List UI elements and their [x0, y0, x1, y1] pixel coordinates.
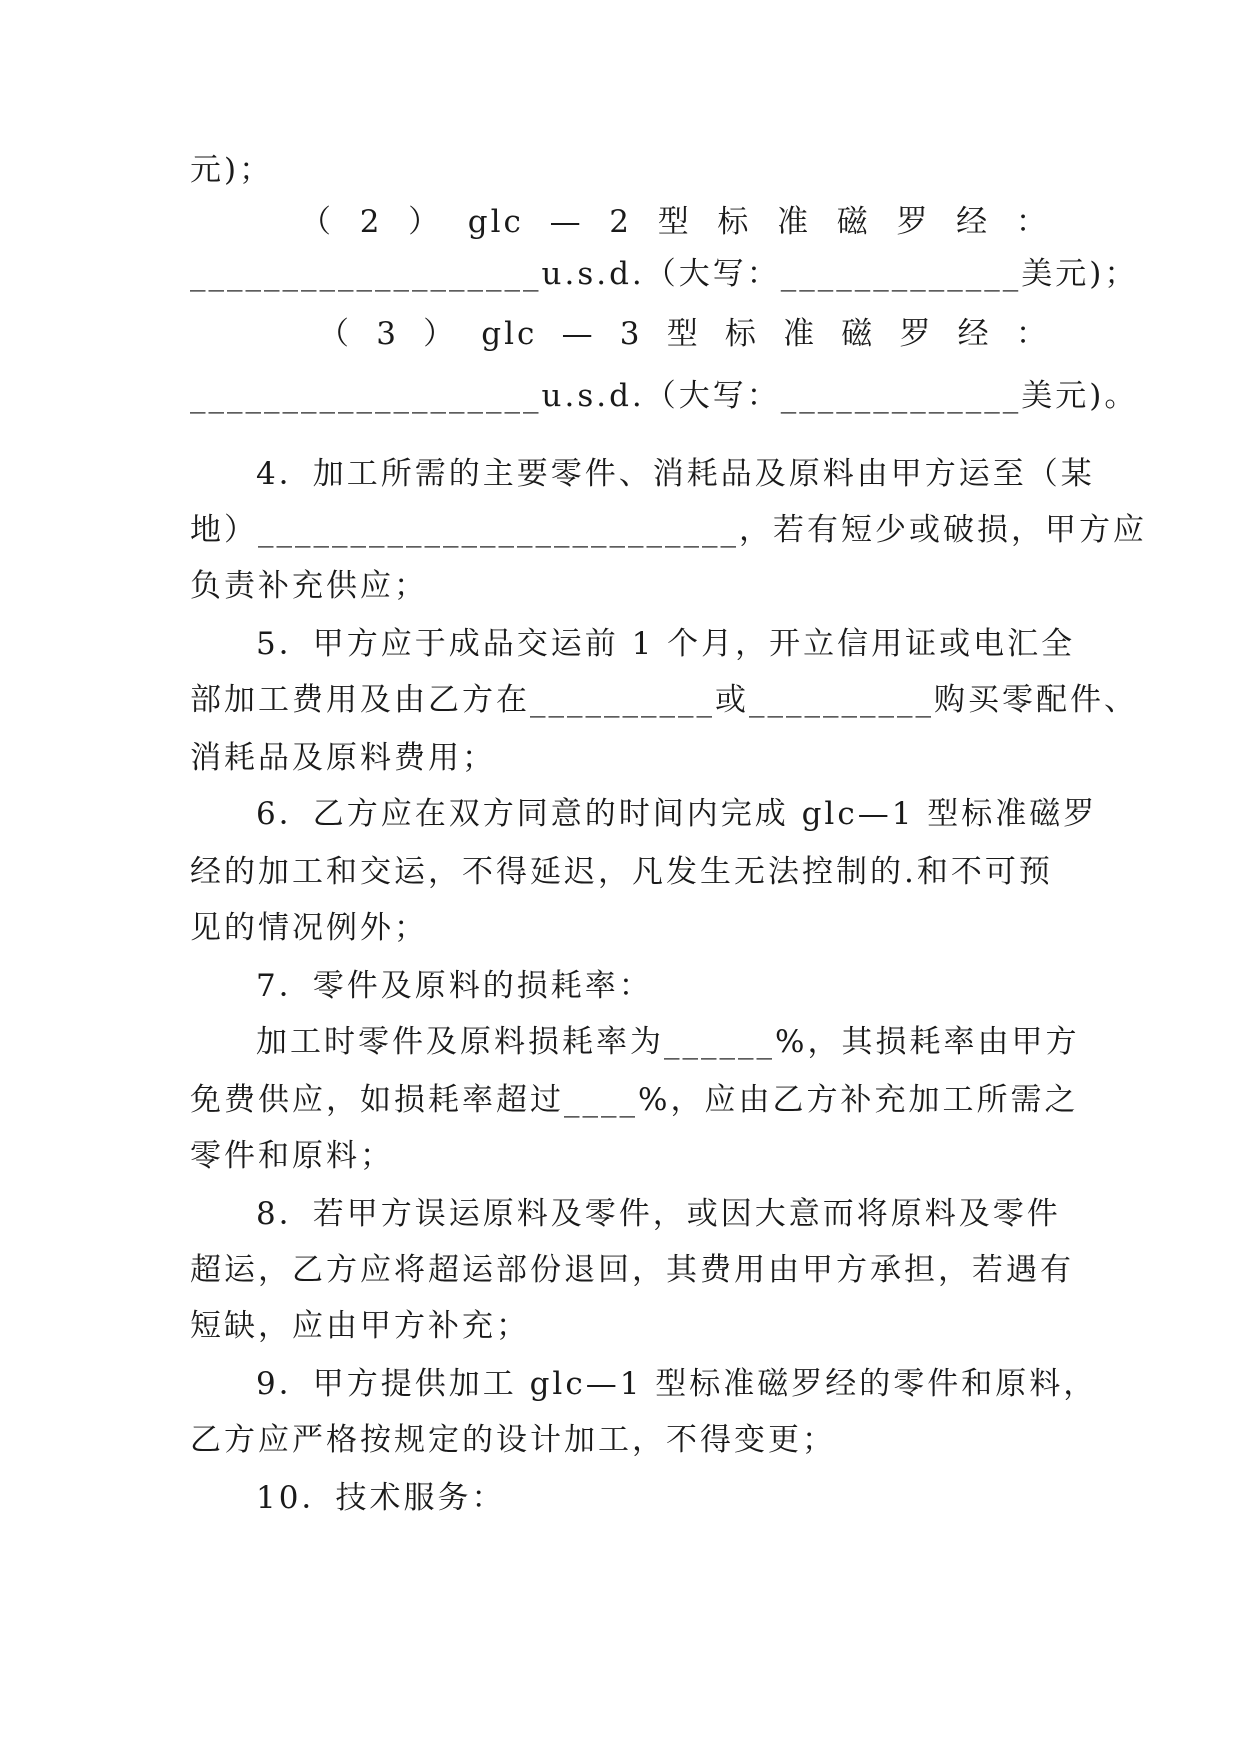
- paragraph-8-line-2: 超运，乙方应将超运部份退回，其费用由甲方承担，若遇有: [190, 1252, 1074, 1288]
- paragraph-8-line-3: 短缺，应由甲方补充；: [190, 1308, 530, 1344]
- text-token: 3: [376, 316, 399, 352]
- paragraph-5-line-1: 5．甲方应于成品交运前 1 个月，开立信用证或电汇全: [256, 626, 1076, 662]
- text-token: ：: [1015, 316, 1050, 352]
- paragraph-6-line-3: 见的情况例外；: [190, 910, 428, 946]
- paragraph-6-line-1: 6．乙方应在双方同意的时间内完成 glc—1 型标准磁罗: [256, 796, 1098, 832]
- text-token: 罗: [896, 204, 931, 240]
- paragraph-10-heading: 10．技术服务：: [256, 1480, 506, 1516]
- text-line: 元)；: [190, 152, 274, 188]
- text-line-glc3-heading: [318, 314, 1050, 354]
- text-token: 3: [619, 316, 643, 352]
- text-line: ___________________u.s.d.（大写：_____________美元)；: [190, 256, 1139, 292]
- text-token: glc: [467, 204, 524, 240]
- text-token: glc: [481, 316, 538, 352]
- text-token: 罗: [899, 316, 934, 352]
- text-token: ：: [1015, 204, 1050, 240]
- text-token: 2: [609, 204, 633, 240]
- text-token: 磁: [836, 204, 871, 240]
- text-token: 型: [666, 316, 701, 352]
- text-token: 型: [657, 204, 692, 240]
- text-token: 磁: [841, 316, 876, 352]
- paragraph-7-line-2: 免费供应，如损耗率超过____%，应由乙方补充加工所需之: [190, 1082, 1079, 1118]
- text-line-glc2-heading: [300, 202, 1050, 242]
- paragraph-9-line-2: 乙方应严格按规定的设计加工，不得变更；: [190, 1422, 836, 1458]
- paragraph-5-line-2: 部加工费用及由乙方在__________或__________购买零配件、: [190, 682, 1138, 718]
- paragraph-9-line-1: 9．甲方提供加工 glc—1 型标准磁罗经的零件和原料，: [256, 1366, 1098, 1402]
- paragraph-8-line-1: 8．若甲方误运原料及零件，或因大意而将原料及零件: [256, 1196, 1061, 1232]
- text-token: ）: [423, 316, 458, 352]
- text-token: （: [318, 316, 352, 352]
- text-token: 准: [777, 204, 812, 240]
- text-token: （: [300, 204, 334, 240]
- paragraph-7-line-3: 零件和原料；: [190, 1138, 394, 1174]
- text-token: —: [549, 204, 584, 240]
- text-token: —: [561, 316, 596, 352]
- text-token: 2: [359, 204, 383, 240]
- paragraph-4-line-3: 负责补充供应；: [190, 568, 428, 604]
- paragraph-4-line-1: 4．加工所需的主要零件、消耗品及原料由甲方运至（某: [256, 456, 1095, 492]
- text-token: 经: [956, 204, 991, 240]
- text-line: ___________________u.s.d.（大写：_____________美元)。: [190, 378, 1139, 414]
- paragraph-6-line-2: 经的加工和交运，不得延迟，凡发生无法控制的.和不可预: [190, 854, 1053, 890]
- text-token: 准: [783, 316, 818, 352]
- text-token: 经: [957, 316, 992, 352]
- paragraph-7-line-1: 加工时零件及原料损耗率为______%，其损耗率由甲方: [256, 1024, 1080, 1060]
- text-token: ）: [408, 204, 443, 240]
- paragraph-7-heading: 7．零件及原料的损耗率：: [256, 968, 653, 1004]
- text-token: 标: [717, 204, 752, 240]
- text-token: 标: [724, 316, 759, 352]
- paragraph-5-line-3: 消耗品及原料费用；: [190, 740, 496, 776]
- paragraph-4-line-2: 地）__________________________，若有短少或破损，甲方应: [190, 512, 1147, 548]
